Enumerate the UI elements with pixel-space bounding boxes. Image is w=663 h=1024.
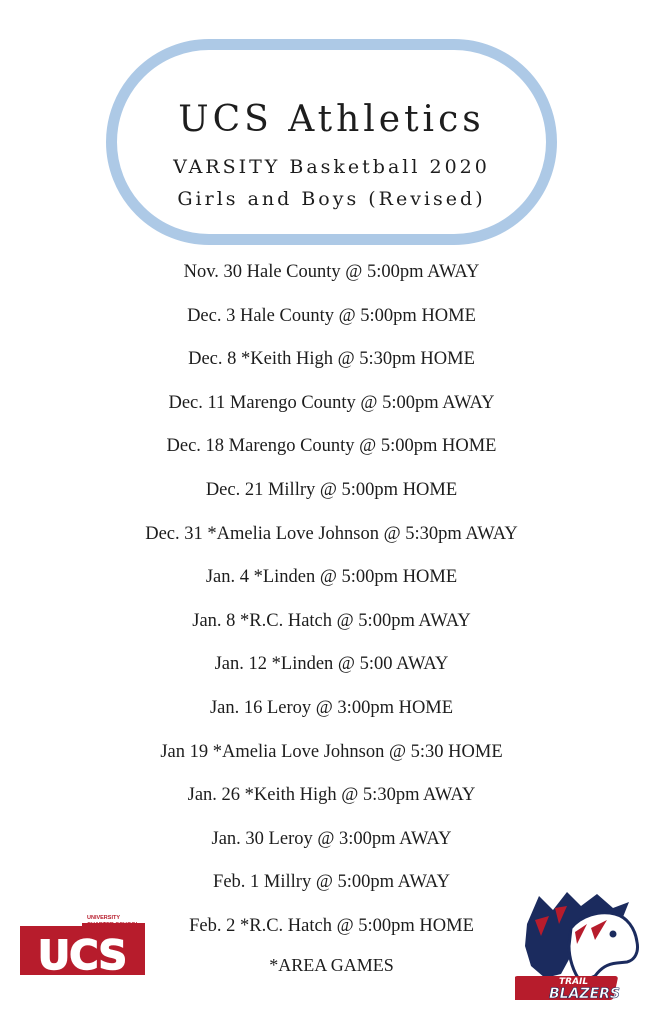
school-tagline: UNIVERSITY [87,915,121,921]
game-row: Nov. 30 Hale County @ 5:00pm AWAY [183,262,480,282]
game-row: Dec. 18 Marengo County @ 5:00pm HOME [166,436,497,457]
game-row: Jan. 30 Leroy @ 3:00pm AWAY [211,828,452,849]
game-row: Dec. 8 *Keith High @ 5:30pm HOME [188,349,475,370]
game-row: Jan. 16 Leroy @ 3:00pm HOME [209,697,454,718]
game-row: Jan. 4 *Linden @ 5:00pm HOME [205,567,458,588]
game-schedule [0,258,663,956]
trailblazers-mascot-icon [515,888,645,1003]
mascot-word-blazers: BLAZERS [549,986,621,1002]
subtitle-sport: VARSITY Basketball 2020 [173,156,490,178]
game-row: Dec. 31 *Amelia Love Johnson @ 5:30pm AWAY [145,523,518,544]
ucs-mark-text: UCS [37,933,127,975]
game-row: Dec. 11 Marengo County @ 5:00pm AWAY [168,392,495,413]
subtitle-teams: Girls and Boys (Revised) [177,188,486,210]
game-row: Jan. 8 *R.C. Hatch @ 5:00pm AWAY [192,610,471,631]
game-row: Dec. 21 Millry @ 5:00pm HOME [205,479,458,500]
area-games-note: *AREA GAMES [269,955,394,975]
game-row: Jan. 26 *Keith High @ 5:30pm AWAY [187,785,476,806]
mascot-word-trail: TRAIL [559,977,589,987]
page-title: UCS Athletics [178,99,485,140]
game-row: Feb. 2 *R.C. Hatch @ 5:00pm HOME [189,915,474,936]
title-frame [106,39,557,245]
game-row: Dec. 3 Hale County @ 5:00pm HOME [187,305,476,326]
ucs-mark-icon [20,923,145,975]
ucs-school-logo [20,915,145,975]
game-row: Jan. 12 *Linden @ 5:00 AWAY [214,654,449,675]
game-row: Jan 19 *Amelia Love Johnson @ 5:30 HOME [160,741,503,762]
game-row: Feb. 1 Millry @ 5:00pm AWAY [213,872,450,893]
